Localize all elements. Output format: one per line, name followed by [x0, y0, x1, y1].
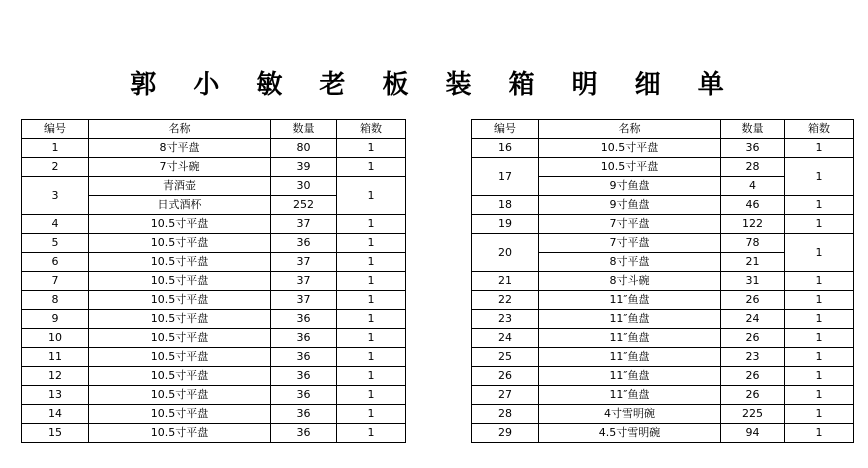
item-number: 8 [22, 291, 89, 310]
item-name: 10.5寸平盘 [89, 405, 271, 424]
item-quantity: 21 [721, 253, 785, 272]
table-row [22, 348, 406, 367]
item-name: 8寸平盘 [89, 139, 271, 158]
item-boxes: 1 [337, 234, 406, 253]
item-quantity: 36 [271, 329, 337, 348]
header-name: 名称 [89, 120, 271, 139]
item-quantity: 23 [721, 348, 785, 367]
item-number: 5 [22, 234, 89, 253]
item-quantity: 26 [721, 291, 785, 310]
table-row [472, 329, 854, 348]
item-boxes: 1 [785, 310, 854, 329]
item-boxes: 1 [785, 367, 854, 386]
table-row [472, 348, 854, 367]
item-name: 11″鱼盘 [539, 310, 721, 329]
item-boxes: 1 [337, 348, 406, 367]
item-name: 10.5寸平盘 [89, 291, 271, 310]
item-name: 8寸斗碗 [539, 272, 721, 291]
packing-table-right [471, 119, 854, 443]
item-name: 10.5寸平盘 [89, 253, 271, 272]
table-row [22, 234, 406, 253]
page-title: 郭 小 敏 老 板 装 箱 明 细 单 [130, 70, 738, 100]
item-name: 10.5寸平盘 [89, 215, 271, 234]
item-name: 10.5寸平盘 [539, 139, 721, 158]
table-row [22, 177, 406, 196]
item-boxes: 1 [337, 139, 406, 158]
item-number: 2 [22, 158, 89, 177]
table-row [472, 215, 854, 234]
item-name: 4寸雪明碗 [539, 405, 721, 424]
item-number: 16 [472, 139, 539, 158]
header-quantity: 数量 [271, 120, 337, 139]
table-row [22, 253, 406, 272]
item-number: 17 [472, 158, 539, 196]
item-number: 13 [22, 386, 89, 405]
item-number: 3 [22, 177, 89, 215]
table-row [22, 386, 406, 405]
item-quantity: 30 [271, 177, 337, 196]
item-quantity: 4 [721, 177, 785, 196]
item-boxes: 1 [785, 196, 854, 215]
item-number: 23 [472, 310, 539, 329]
item-quantity: 225 [721, 405, 785, 424]
table-row [472, 196, 854, 215]
item-name: 4.5寸雪明碗 [539, 424, 721, 443]
item-boxes: 1 [337, 386, 406, 405]
item-quantity: 36 [271, 405, 337, 424]
item-name: 10.5寸平盘 [89, 367, 271, 386]
item-name: 10.5寸平盘 [89, 386, 271, 405]
item-number: 25 [472, 348, 539, 367]
table-row [472, 405, 854, 424]
item-name: 7寸斗碗 [89, 158, 271, 177]
item-boxes: 1 [785, 234, 854, 272]
item-boxes: 1 [337, 272, 406, 291]
item-name: 7寸平盘 [539, 215, 721, 234]
header-row [472, 120, 854, 139]
item-quantity: 122 [721, 215, 785, 234]
item-boxes: 1 [785, 348, 854, 367]
header-name: 名称 [539, 120, 721, 139]
item-quantity: 36 [271, 348, 337, 367]
item-boxes: 1 [785, 291, 854, 310]
table-row [22, 310, 406, 329]
item-quantity: 37 [271, 215, 337, 234]
item-boxes: 1 [785, 139, 854, 158]
item-quantity: 26 [721, 386, 785, 405]
item-number: 1 [22, 139, 89, 158]
item-name: 10.5寸平盘 [89, 329, 271, 348]
item-quantity: 26 [721, 329, 785, 348]
item-name: 11″鱼盘 [539, 386, 721, 405]
item-name: 10.5寸平盘 [89, 234, 271, 253]
table-row [472, 272, 854, 291]
header-number: 编号 [22, 120, 89, 139]
item-boxes: 1 [785, 158, 854, 196]
item-name: 9寸鱼盘 [539, 196, 721, 215]
item-boxes: 1 [785, 424, 854, 443]
header-boxes: 箱数 [337, 120, 406, 139]
item-quantity: 28 [721, 158, 785, 177]
table-row [472, 291, 854, 310]
packing-table-right-body [472, 120, 854, 443]
table-row [472, 158, 854, 177]
item-number: 4 [22, 215, 89, 234]
header-number: 编号 [472, 120, 539, 139]
item-boxes: 1 [337, 253, 406, 272]
item-boxes: 1 [785, 329, 854, 348]
item-boxes: 1 [337, 367, 406, 386]
item-name: 日式酒杯 [89, 196, 271, 215]
item-quantity: 94 [721, 424, 785, 443]
item-number: 24 [472, 329, 539, 348]
item-boxes: 1 [785, 272, 854, 291]
table-row [472, 139, 854, 158]
item-quantity: 36 [271, 234, 337, 253]
item-number: 11 [22, 348, 89, 367]
item-number: 28 [472, 405, 539, 424]
item-number: 29 [472, 424, 539, 443]
item-number: 18 [472, 196, 539, 215]
item-quantity: 26 [721, 367, 785, 386]
table-row [22, 272, 406, 291]
item-boxes: 1 [337, 424, 406, 443]
item-boxes: 1 [337, 177, 406, 215]
item-number: 12 [22, 367, 89, 386]
item-boxes: 1 [337, 291, 406, 310]
table-row [22, 329, 406, 348]
item-number: 20 [472, 234, 539, 272]
item-quantity: 37 [271, 272, 337, 291]
table-row [22, 158, 406, 177]
item-boxes: 1 [785, 215, 854, 234]
table-row [22, 215, 406, 234]
item-boxes: 1 [785, 386, 854, 405]
header-row [22, 120, 406, 139]
item-name: 8寸平盘 [539, 253, 721, 272]
item-name: 11″鱼盘 [539, 367, 721, 386]
item-quantity: 24 [721, 310, 785, 329]
item-name: 10.5寸平盘 [89, 272, 271, 291]
item-quantity: 36 [271, 424, 337, 443]
item-quantity: 78 [721, 234, 785, 253]
item-quantity: 37 [271, 253, 337, 272]
header-boxes: 箱数 [785, 120, 854, 139]
item-boxes: 1 [337, 405, 406, 424]
item-name: 9寸鱼盘 [539, 177, 721, 196]
item-quantity: 31 [721, 272, 785, 291]
item-number: 22 [472, 291, 539, 310]
item-number: 21 [472, 272, 539, 291]
item-boxes: 1 [337, 310, 406, 329]
item-quantity: 36 [271, 386, 337, 405]
item-quantity: 36 [721, 139, 785, 158]
item-boxes: 1 [337, 215, 406, 234]
table-row [22, 405, 406, 424]
item-boxes: 1 [337, 329, 406, 348]
item-quantity: 36 [271, 367, 337, 386]
item-number: 6 [22, 253, 89, 272]
item-number: 7 [22, 272, 89, 291]
table-row [22, 367, 406, 386]
item-number: 14 [22, 405, 89, 424]
item-name: 11″鱼盘 [539, 291, 721, 310]
packing-table-left-body [22, 120, 406, 443]
item-quantity: 80 [271, 139, 337, 158]
table-row [472, 386, 854, 405]
item-quantity: 39 [271, 158, 337, 177]
item-name: 10.5寸平盘 [89, 310, 271, 329]
table-row [472, 234, 854, 253]
item-quantity: 36 [271, 310, 337, 329]
item-number: 10 [22, 329, 89, 348]
header-quantity: 数量 [721, 120, 785, 139]
item-boxes: 1 [337, 158, 406, 177]
packing-table-left [21, 119, 406, 443]
item-number: 15 [22, 424, 89, 443]
item-name: 10.5寸平盘 [89, 348, 271, 367]
table-row [22, 291, 406, 310]
item-boxes: 1 [785, 405, 854, 424]
item-quantity: 252 [271, 196, 337, 215]
table-row [472, 424, 854, 443]
item-name: 青酒壶 [89, 177, 271, 196]
item-quantity: 46 [721, 196, 785, 215]
item-name: 10.5寸平盘 [89, 424, 271, 443]
table-row [22, 139, 406, 158]
item-quantity: 37 [271, 291, 337, 310]
item-number: 27 [472, 386, 539, 405]
table-row [22, 424, 406, 443]
table-row [472, 310, 854, 329]
item-number: 9 [22, 310, 89, 329]
item-number: 19 [472, 215, 539, 234]
item-number: 26 [472, 367, 539, 386]
table-row [472, 367, 854, 386]
item-name: 7寸平盘 [539, 234, 721, 253]
item-name: 10.5寸平盘 [539, 158, 721, 177]
item-name: 11″鱼盘 [539, 348, 721, 367]
item-name: 11″鱼盘 [539, 329, 721, 348]
